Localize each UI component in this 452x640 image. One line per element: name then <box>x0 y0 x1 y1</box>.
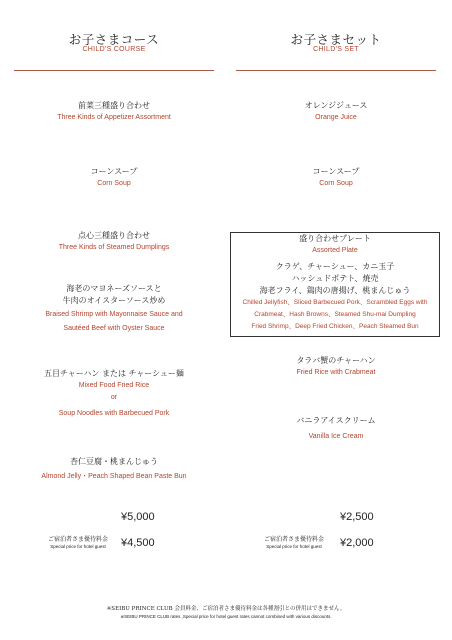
item-contents-jp-line2: ハッシュドポテト、焼売 <box>291 274 379 283</box>
set-subtitle: CHILD'S SET <box>313 46 359 53</box>
item-name-jp-line1: 海老のマヨネーズソースと <box>66 284 162 293</box>
menu-item-dessert <box>14 456 214 483</box>
menu-item-appetizer <box>14 100 214 124</box>
set-price: ¥2,500 <box>340 511 374 523</box>
item-name-jp: 杏仁豆腐・桃まんじゅう <box>70 457 158 466</box>
menu-item-shrimp-beef <box>14 283 214 335</box>
item-name-jp: コーンスープ <box>90 167 138 176</box>
menu-item-corn-soup <box>236 166 436 190</box>
menu-item-assorted-plate <box>231 233 439 333</box>
set-title: お子さまセット <box>290 32 382 47</box>
item-name-en: Vanilla Ice Cream <box>308 433 364 440</box>
set-guest-price: ¥2,000 <box>340 537 374 549</box>
course-subtitle: CHILD'S COURSE <box>82 46 146 53</box>
course-guest-price: ¥4,500 <box>121 537 155 549</box>
item-name-jp: バニラアイスクリーム <box>296 416 376 425</box>
item-name-en: Almond Jelly・Peach Shaped Bean Paste Bun <box>41 473 187 480</box>
guest-label-jp: ご宿泊者さま優待料金 <box>264 536 325 543</box>
assorted-plate-box <box>230 232 440 337</box>
item-name-jp: 五目チャーハン または チャーシュー麺 <box>44 369 184 378</box>
guest-label-en: Special price for hotel guest <box>266 544 322 549</box>
guest-label-en: Special price for hotel guest <box>50 544 106 549</box>
menu-item-vanilla-ice-cream <box>236 415 436 443</box>
item-name-jp: タラバ蟹のチャーハン <box>296 356 376 365</box>
item-name-en-line1: Mixed Food Fried Rice <box>78 382 150 389</box>
item-contents-en-line2: Crabmeat、Hash Browns、Steamed Shu-mai Dumpling <box>254 311 416 318</box>
item-or-text: or <box>110 394 118 401</box>
menu-item-corn-soup <box>14 166 214 190</box>
item-contents-jp-line3: 海老フライ、鶏肉の唐揚げ、桃まんじゅう <box>259 286 411 295</box>
menu-item-fried-rice-or-noodles <box>14 368 214 420</box>
item-name-en-line2: Sautéed Beef with Oyster Sauce <box>63 325 165 332</box>
item-name-en: Three Kinds of Appetizer Assortment <box>57 114 171 121</box>
footer-note-en: ※SEIBU PRINCE CLUB rates ,Special price for hotel guest rates cannot combined with various discounts. <box>120 614 332 619</box>
guest-label-jp: ご宿泊者さま優待料金 <box>48 536 109 543</box>
item-name-jp: オレンジジュース <box>304 101 368 110</box>
item-name-en: Orange Juice <box>315 114 357 121</box>
course-divider <box>14 70 214 71</box>
item-name-jp: 前菜三種盛り合わせ <box>78 101 150 110</box>
item-name-en-line2: Soup Noodles with Barbecued Pork <box>58 410 170 417</box>
menu-item-crab-fried-rice <box>236 355 436 379</box>
set-divider <box>236 70 436 71</box>
item-title-jp: 盛り合わせプレート <box>299 234 371 243</box>
item-contents-en-line3: Fried Shrimp、Deep Fried Chicken、Peach Steamed Bun <box>251 323 419 330</box>
item-contents-en-line1: Chilled Jellyfish、Sliced Barbecued Pork、Scrambled Eggs with <box>242 299 428 306</box>
item-name-en-line1: Braised Shrimp with Mayonnaise Sauce and <box>45 311 183 318</box>
item-name-en: Corn Soup <box>319 180 353 187</box>
menu-item-dumplings <box>14 230 214 254</box>
item-name-jp-line2: 牛肉のオイスターソース炒め <box>62 296 166 305</box>
item-name-en: Corn Soup <box>97 180 131 187</box>
item-name-en: Fried Rice with Crabmeat <box>296 369 376 376</box>
item-name-jp: コーンスープ <box>312 167 360 176</box>
item-name-en: Three Kinds of Steamed Dumplings <box>58 244 170 251</box>
course-price: ¥5,000 <box>121 511 155 523</box>
item-contents-jp-line1: クラゲ、チャーシュー、カニ玉子 <box>275 262 395 271</box>
set-guest-label <box>264 536 324 550</box>
item-title-en: Assorted Plate <box>312 247 358 254</box>
course-title: お子さまコース <box>68 32 160 47</box>
menu-item-orange-juice <box>236 100 436 124</box>
course-guest-label <box>48 536 108 550</box>
footer-note-jp: ※SEIBU PRINCE CLUB 会員料金、ご宿泊者さま優待料金は各種割引との併用はできません。 <box>106 606 346 612</box>
item-name-jp: 点心三種盛り合わせ <box>78 231 150 240</box>
